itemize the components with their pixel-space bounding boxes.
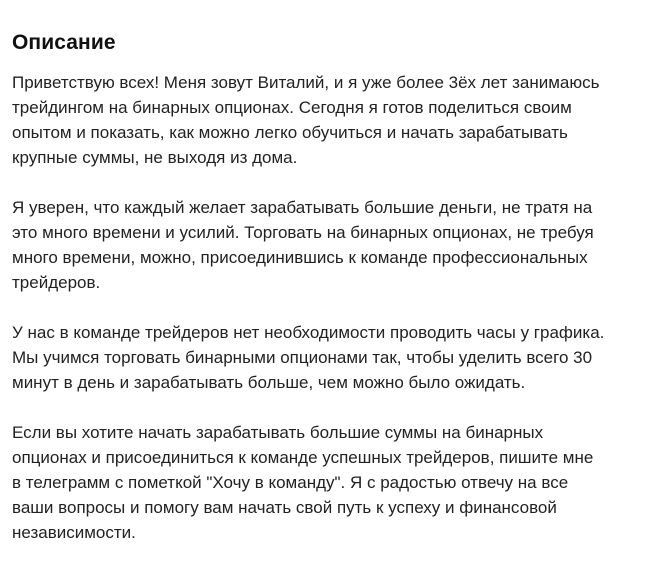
paragraph-line: Я уверен, что каждый желает зарабатывать большие деньги, не тратя на	[12, 198, 593, 217]
paragraph-line: У нас в команде трейдеров нет необходимости проводить часы у графика.	[12, 323, 605, 342]
paragraph-line: крупные суммы, не выходя из дома.	[12, 148, 298, 167]
paragraph-line: Если вы хотите начать зарабатывать большие суммы на бинарных	[12, 423, 544, 442]
paragraph-line: это много времени и усилий. Торговать на бинарных опционах, не требуя	[12, 223, 594, 242]
paragraph-line: опционах и присоединиться к команде успешных трейдеров, пишите мне	[12, 448, 594, 467]
section-title: Описание	[12, 31, 116, 54]
paragraph-line: много времени, можно, присоединившись к команде профессиональных	[12, 248, 588, 267]
description-paragraph	[12, 420, 652, 545]
paragraph-line: трейдеров.	[12, 273, 101, 292]
paragraph-line: Приветствую всех! Меня зовут Виталий, и я уже более 3ёх лет занимаюсь	[12, 73, 600, 92]
description-paragraph	[12, 320, 652, 395]
description-paragraph	[12, 195, 652, 295]
paragraph-line: минут в день и зарабатывать больше, чем можно было ожидать.	[12, 373, 526, 392]
paragraph-line: независимости.	[12, 523, 136, 542]
description-body	[12, 70, 660, 545]
paragraph-line: Мы учимся торговать бинарными опционами так, чтобы уделить всего 30	[12, 348, 593, 367]
paragraph-line: ваши вопросы и помогу вам начать свой путь к успеху и финансовой	[12, 498, 557, 517]
paragraph-line: трейдингом на бинарных опционах. Сегодня я готов поделиться своим	[12, 98, 572, 117]
paragraph-line: в телеграмм с пометкой "Хочу в команду". Я с радостью отвечу на все	[12, 473, 569, 492]
description-paragraph	[12, 70, 652, 170]
paragraph-line: опытом и показать, как можно легко обучиться и начать зарабатывать	[12, 123, 568, 142]
